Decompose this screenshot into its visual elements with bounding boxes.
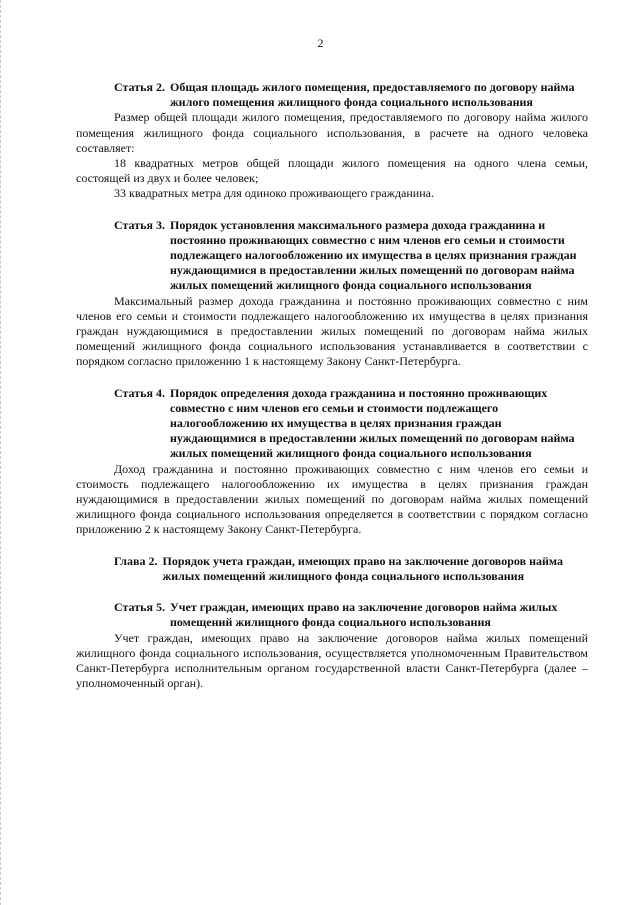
section-label: Статья 5. bbox=[114, 600, 165, 615]
section-heading bbox=[76, 386, 588, 462]
section-label: Статья 2. bbox=[114, 80, 165, 94]
section-article-5 bbox=[76, 600, 588, 691]
paragraph: 33 квадратных метра для одиноко проживающего гражданина. bbox=[114, 186, 434, 201]
section-article-2 bbox=[76, 80, 588, 202]
section-title: Общая площадь жилого помещения, предоставляемого по договору найма жилого помещения жилищного фонда социального использования bbox=[169, 80, 575, 110]
section-article-4 bbox=[76, 386, 588, 538]
page-number: 2 bbox=[317, 36, 324, 50]
section-label: Статья 4. bbox=[114, 385, 165, 400]
section-heading bbox=[76, 80, 588, 110]
paragraph: Размер общей площади жилого помещения, предоставляемого по договору найма жилого помещения жилищного фонда социального использования, в расчете на одного человека составляет: bbox=[76, 110, 588, 155]
paragraph: Учет граждан, имеющих право на заключение договоров найма жилых помещений жилищного фонда социального использования, осуществляется уполномоченным Правительством Санкт-Петербурга исполнительным органом государственной власти Санкт-Петербурга (далее – уполномоченный орган). bbox=[76, 630, 588, 691]
paragraph: Доход гражданина и постоянно проживающих совместно с ним членов его семьи и стоимость подлежащего налогообложению их имущества в целях признания граждан нуждающимися в предоставлении жилых помещений по договорам найма жилых помещений жилищного фонда социального использования определяется в соответствии с порядком согласно приложению 2 к настоящему Закону Санкт-Петербурга. bbox=[76, 461, 588, 537]
section-title: Порядок установления максимального размера дохода гражданина и постоянно проживающих совместно с ним членов его семьи и стоимости подлежащего налогообложению их имущества в целях признания граждан нуждающимися в предоставлении жилых помещений по договорам найма жилых помещений жилищного фонда социального использования bbox=[169, 217, 577, 293]
section-heading bbox=[76, 554, 588, 584]
section-heading bbox=[76, 218, 588, 294]
paragraph: 18 квадратных метров общей площади жилого помещения на одного члена семьи, состоящей из двух и более человек; bbox=[76, 156, 588, 186]
document-body bbox=[76, 80, 588, 691]
section-title: Порядок определения дохода гражданина и постоянно проживающих совместно с ним членов его семьи и стоимости подлежащего налогообложению их имущества в целях признания граждан нуждающимися в предоставлении жилых помещений по договорам найма жилых помещений жилищного фонда социального использования bbox=[169, 385, 575, 461]
section-title: Порядок учета граждан, имеющих право на заключение договоров найма жилых помещений жилищного фонда социального использования bbox=[162, 553, 563, 583]
section-article-3 bbox=[76, 218, 588, 370]
section-label: Глава 2. bbox=[114, 553, 158, 568]
section-label: Статья 3. bbox=[114, 217, 165, 232]
section-heading bbox=[76, 600, 588, 630]
section-chapter-2 bbox=[76, 554, 588, 584]
section-title: Учет граждан, имеющих право на заключение договоров найма жилых помещений жилищного фонда социального использования bbox=[169, 600, 558, 630]
paragraph: Максимальный размер дохода гражданина и постоянно проживающих совместно с ним членов его семьи и стоимости подлежащего налогообложению их имущества в целях признания граждан нуждающимися в предоставлении жилых помещений по договорам найма жилых помещений жилищного фонда социального использования устанавливается в соответствии с порядком согласно приложению 1 к настоящему Закону Санкт-Петербурга. bbox=[76, 293, 588, 369]
